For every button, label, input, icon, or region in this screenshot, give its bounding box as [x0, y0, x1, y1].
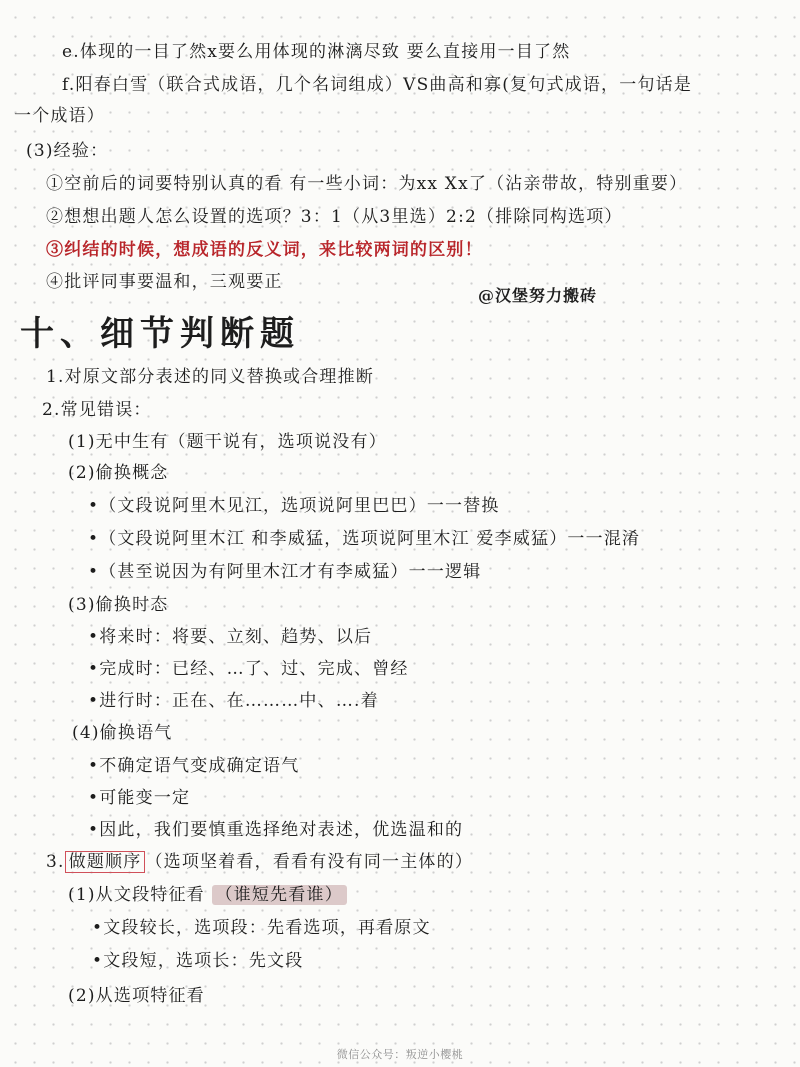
error-2-bullet-3: •（甚至说因为有阿里木江才有李威猛）一一逻辑	[88, 562, 482, 582]
order-1-bullet-1: •文段较长，选项段：先看选项，再看原文	[92, 918, 431, 938]
error-3-bullet-2: •完成时：已经、…了、过、完成、曾经	[88, 659, 409, 679]
order-1-text: (1)从文段特征看	[68, 885, 205, 905]
section-item-3	[46, 850, 473, 874]
order-1	[68, 883, 347, 907]
error-3-bullet-3: •进行时：正在、在………中、….着	[88, 691, 379, 711]
footer-watermark: 微信公众号：叛逆小樱桃	[336, 1048, 464, 1061]
section-heading: 十、细节判断题	[20, 314, 300, 354]
error-4-bullet-2: •可能变一定	[88, 788, 191, 808]
note-line-e: e.体现的一目了然x要么用体现的淋漓尽致 要么直接用一目了然	[62, 42, 571, 62]
section-item-2: 2.常见错误：	[42, 400, 152, 420]
experience-item-3: ③纠结的时候，想成语的反义词，来比较两词的区别！	[46, 240, 483, 260]
error-type-1: (1)无中生有（题干说有，选项说没有）	[68, 432, 387, 452]
error-2-bullet-1: •（文段说阿里木见江，选项说阿里巴巴）一一替换	[88, 496, 500, 516]
item-3-note: （选项坚着看，看看有没有同一主体的）	[145, 852, 474, 872]
error-type-4: (4)偷换语气	[72, 723, 173, 743]
error-2-bullet-2: •（文段说阿里木江 和李威猛，选项说阿里木江 爱李威猛）一一混淆	[88, 529, 641, 549]
order-1-bullet-2: •文段短，选项长：先文段	[92, 951, 304, 971]
experience-item-1: ①空前后的词要特别认真的看 有一些小词：为xx Xx了（沾亲带故，特别重要）	[46, 174, 688, 194]
experience-item-2: ②想想出题人怎么设置的选项？3：1（从3里选）2:2（排除同构选项）	[46, 207, 623, 227]
note-line-f-1: f.阳春白雪（联合式成语，几个名词组成）VS曲高和寡(复句式成语，一句话是	[62, 75, 693, 95]
experience-item-4: ④批评同事要温和，三观要正	[46, 272, 283, 292]
experience-title: (3)经验：	[26, 141, 109, 161]
author-handle: @汉堡努力搬砖	[478, 286, 598, 305]
order-1-highlight: （谁短先看谁）	[212, 885, 347, 905]
note-line-f-2: 一个成语）	[14, 106, 105, 126]
error-type-2: (2)偷换概念	[68, 463, 169, 483]
error-4-bullet-1: •不确定语气变成确定语气	[88, 756, 300, 776]
order-2: (2)从选项特征看	[68, 986, 205, 1006]
error-3-bullet-1: •将来时：将要、立刻、趋势、以后	[88, 627, 373, 647]
section-item-1: 1.对原文部分表述的同义替换或合理推断	[46, 367, 375, 387]
error-type-3: (3)偷换时态	[68, 595, 169, 615]
solving-order-box: 做题顺序	[65, 851, 146, 873]
item-3-number: 3.	[46, 852, 65, 872]
error-4-bullet-3: •因此，我们要慎重选择绝对表述，优选温和的	[88, 820, 464, 840]
